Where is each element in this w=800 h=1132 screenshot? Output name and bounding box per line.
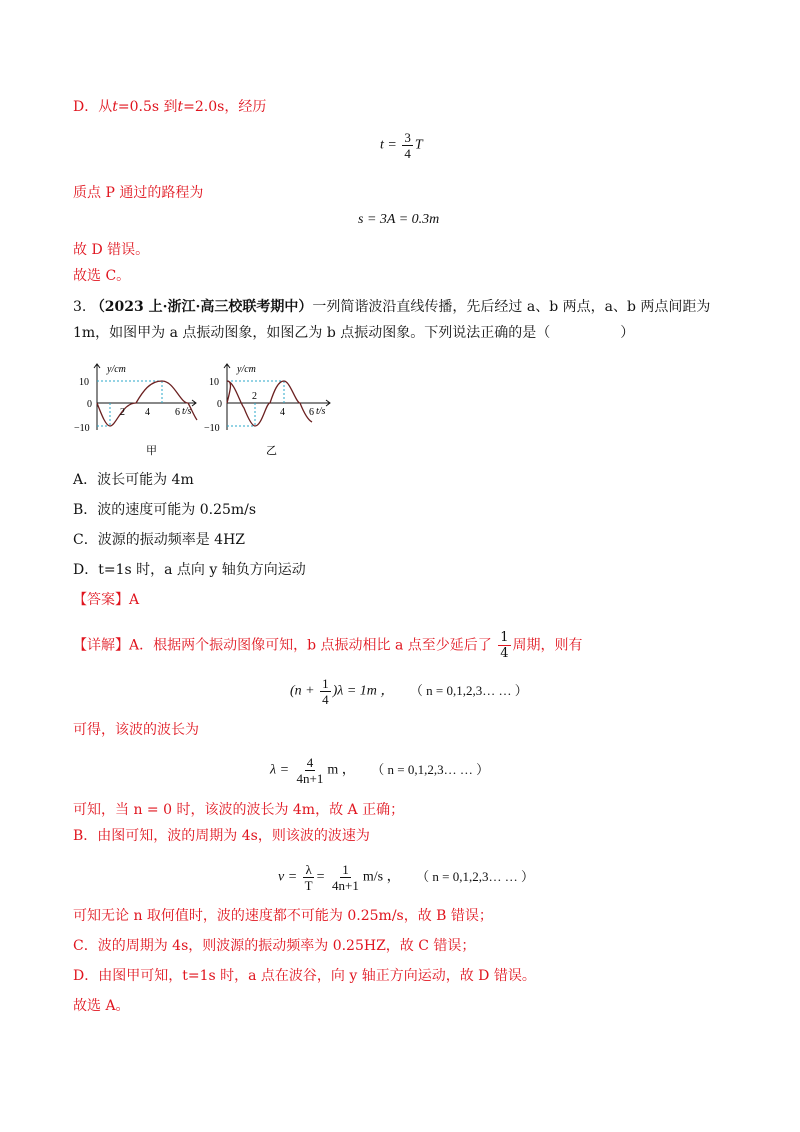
choose-a-text: 故选 A。: [73, 998, 130, 1014]
graph-caption: 甲: [146, 445, 157, 457]
eq-path-text: s = 3A = 0.3m: [358, 212, 440, 227]
y-zero-tick: 0: [87, 399, 92, 410]
vibration-graph-a: [70, 358, 205, 460]
y-bottom-tick: −10: [74, 423, 90, 434]
time-start: =0.5s 到: [117, 99, 178, 115]
equation-1: [290, 676, 528, 707]
fraction: [330, 862, 361, 893]
option-d-label: D．从: [73, 99, 113, 115]
denominator: 4: [322, 692, 329, 707]
var-t: t: [112, 99, 118, 115]
fraction: [320, 676, 331, 707]
eq-lhs: t =: [380, 137, 397, 153]
a-correct-text: 可知，当 n = 0 时，该波的波长为 4m，故 A 正确；: [73, 802, 405, 818]
question-stem-1: 一列简谐波沿直线传播，先后经过 a、b 两点，a、b 两点间距为: [312, 299, 711, 315]
x-tick: 6: [175, 407, 180, 418]
denominator: 4n+1: [332, 878, 359, 893]
equation-2: [270, 755, 489, 786]
denominator: T: [304, 878, 313, 893]
x-tick: 2: [120, 407, 125, 418]
choose-c-text: 故选 C。: [73, 268, 131, 284]
d-wrong-text: 故 D 错误。: [73, 242, 150, 258]
fraction: [303, 862, 315, 893]
graph-caption: 乙: [266, 445, 277, 457]
x-label: t/s: [316, 406, 326, 417]
fraction: [498, 630, 510, 661]
y-label: y/cm: [107, 364, 126, 375]
var-t: t: [177, 99, 184, 115]
path-text: 质点 P 通过的路程为: [73, 185, 204, 201]
detail-head-text: 【详解】A．根据两个振动图像可知，b 点振动相比 a 点至少延后了: [73, 637, 492, 654]
question-source: （2023 上·浙江·高三校联考期中）: [90, 299, 313, 315]
question-3-stem-2: 1m，如图甲为 a 点振动图象，如图乙为 b 点振动图象。下列说法正确的是（ ）: [73, 325, 635, 341]
detail-head: [73, 630, 583, 661]
b-wrong-text: 可知无论 n 取何值时，波的速度都不可能为 0.25m/s，故 B 错误；: [73, 908, 493, 924]
eq-post: )λ = 1m ，: [332, 683, 395, 699]
denominator: 4: [404, 146, 411, 161]
d-wrong-detail-text: D．由图甲可知，t=1s 时，a 点在波谷，向 y 轴正方向运动，故 D 错误。: [73, 968, 536, 984]
wavelength-intro: 可得，该波的波长为: [73, 722, 199, 738]
fraction: [295, 755, 326, 786]
numerator: 4: [306, 755, 314, 770]
y-label: y/cm: [237, 364, 256, 375]
numerator: 1: [500, 630, 509, 645]
time-end: =2.0s，经历: [183, 99, 267, 115]
x-label: t/s: [182, 406, 192, 417]
question-3-stem-1: [73, 297, 710, 317]
c-wrong-text: C．波的周期为 4s，则波源的振动频率为 0.25HZ，故 C 错误；: [73, 938, 476, 954]
denominator: 4: [500, 646, 509, 661]
answer-text: 【答案】A: [73, 592, 140, 608]
detail-head-tail: 周期，则有: [512, 637, 583, 654]
equation-3: [278, 862, 534, 893]
numerator: λ: [305, 862, 312, 877]
denominator: 4n+1: [296, 771, 324, 786]
numerator: 3: [404, 130, 411, 145]
y-zero-tick: 0: [217, 399, 222, 410]
eq-condition: （ n = 0,1,2,3… … ）: [409, 682, 528, 698]
eq-equals: =: [316, 869, 325, 885]
x-tick: 4: [280, 407, 285, 418]
y-top-tick: 10: [209, 377, 219, 388]
question-number: 3.: [73, 299, 87, 315]
eq-condition: （ n = 0,1,2,3… … ）: [371, 761, 490, 777]
equation-time: [380, 130, 423, 161]
numerator: 1: [322, 676, 329, 691]
option-d-line: [73, 97, 266, 117]
fraction: [402, 130, 413, 161]
eq-condition: （ n = 0,1,2,3… … ）: [416, 868, 534, 884]
vibration-graph-b: [200, 358, 340, 460]
eq-pre: (n +: [290, 683, 315, 699]
eq-post: m/s ，: [362, 869, 401, 885]
equation-path: [358, 210, 439, 230]
eq-pre: λ =: [270, 762, 290, 778]
x-tick: 2: [252, 391, 257, 402]
option-d: D．t=1s 时，a 点向 y 轴负方向运动: [73, 562, 306, 578]
eq-post: m ，: [327, 762, 356, 778]
option-b: B．波的速度可能为 0.25m/s: [73, 502, 257, 518]
option-a: A．波长可能为 4m: [73, 472, 194, 488]
eq-pre: v =: [278, 869, 298, 885]
numerator: 1: [342, 862, 349, 877]
x-tick: 6: [309, 407, 314, 418]
eq-rhs: T: [414, 137, 423, 153]
y-top-tick: 10: [79, 377, 89, 388]
b-intro-text: B．由图可知，波的周期为 4s，则该波的波速为: [73, 828, 370, 844]
y-bottom-tick: −10: [204, 423, 220, 434]
x-tick: 4: [145, 407, 150, 418]
option-c: C．波源的振动频率是 4HZ: [73, 532, 246, 548]
